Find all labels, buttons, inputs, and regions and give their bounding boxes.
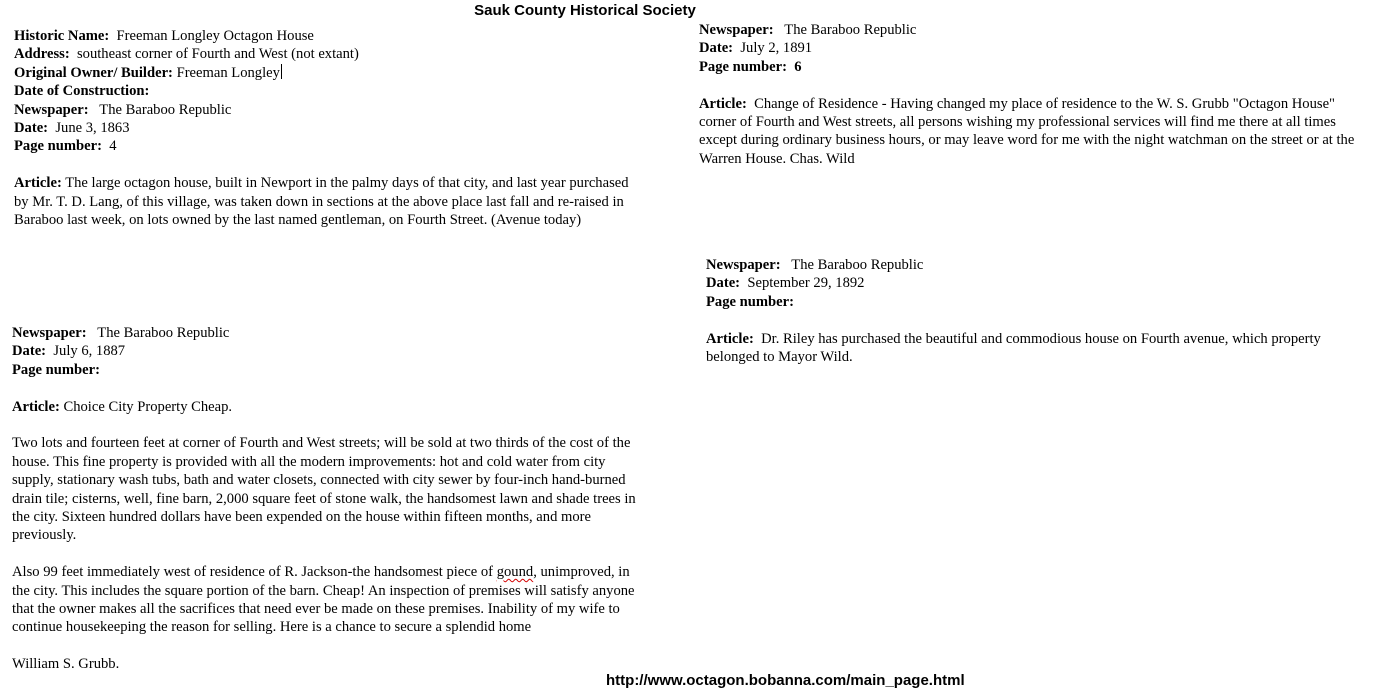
date-row (706, 274, 1378, 292)
construction-label: Date of Construction: (14, 83, 150, 100)
article-text: Choice City Property Cheap. (63, 398, 233, 415)
article-label: Article: (699, 95, 747, 112)
page-number-value: 6 (794, 58, 802, 75)
date-value: September 29, 1892 (747, 275, 865, 292)
historic-name-row (14, 27, 654, 45)
newspaper-value: The Baraboo Republic (784, 22, 917, 38)
article-text: Dr. Riley has purchased the beautiful and commodious house on Fourth avenue, which property belonged to Mayor Wild. (706, 330, 1321, 366)
signature: William S. Grubb. (12, 656, 120, 673)
address-label: Address: (14, 46, 70, 63)
newspaper-row (12, 324, 648, 342)
date-value: June 3, 1863 (55, 120, 130, 137)
newspaper-row (706, 256, 1378, 274)
article-label: Article: (12, 398, 60, 415)
text-cursor (281, 64, 282, 79)
newspaper-row (14, 101, 654, 119)
article-body-paragraph-2 (12, 563, 640, 637)
newspaper-value: The Baraboo Republic (99, 101, 232, 118)
date-row (14, 119, 654, 137)
date-label: Date: (699, 40, 734, 57)
article-label: Article: (14, 175, 62, 192)
record-1863 (14, 27, 654, 229)
page-number-label: Page number: (14, 138, 102, 155)
date-value: July 2, 1891 (740, 40, 813, 57)
article-paragraph (706, 330, 1374, 367)
article-paragraph (12, 398, 648, 416)
owner-row (14, 64, 654, 82)
page-number-label: Page number: (706, 293, 794, 310)
date-row (699, 39, 1379, 57)
page-number-label: Page number: (12, 361, 100, 378)
address-value: southeast corner of Fourth and West (not extant) (76, 46, 359, 63)
record-1891 (699, 21, 1379, 168)
record-1887 (12, 324, 648, 674)
article-body-paragraph-1: Two lots and fourteen feet at corner of Fourth and West streets; will be sold at two thirds of the cost of the house. This fine property is provided with all the modern improvements: hot and cold water from city supply, stationary wash tubs, bath and water closets, connected with city sewer by four-inch hand-burned drain tile; cisterns, well, fine barn, 2,000 square feet of stone walk, the handsomest lawn and shade trees in the city. Sixteen hundred dollars have been expended on the house within fifteen months, and more previously. (12, 435, 636, 544)
article-label: Article: (706, 330, 754, 347)
date-label: Date: (706, 275, 741, 292)
article-paragraph (14, 174, 630, 229)
page-number-row (12, 361, 648, 379)
newspaper-label: Newspaper: (706, 257, 781, 273)
date-label: Date: (12, 343, 47, 360)
newspaper-label: Newspaper: (12, 325, 87, 341)
construction-row (14, 82, 654, 100)
owner-label: Original Owner/ Builder: (14, 64, 173, 81)
page-heading: Sauk County Historical Society (474, 2, 696, 19)
newspaper-value: The Baraboo Republic (97, 325, 230, 341)
newspaper-value: The Baraboo Republic (791, 257, 924, 273)
article-text: Change of Residence - Having changed my place of residence to the W. S. Grubb "Octagon House" corner of Fourth and West streets, all persons wishing my professional services will find me there at all times except during ordinary business hours, or may leave word for me with the night watchman on the street or at the Warren House. Chas. Wild (699, 95, 1355, 167)
article-text: The large octagon house, built in Newport in the palmy days of that city, and last year purchased by Mr. T. D. Lang, of this village, was taken down in sections at the above place last fall and re-raised in Baraboo last week, on lots owned by the last named gentleman, on Fourth Street. (Avenue today) (14, 175, 629, 229)
page-number-label: Page number: (699, 58, 787, 75)
page-number-value: 4 (109, 138, 117, 155)
paragraph-2-end: , unimproved, in the city. This includes the square portion of the barn. Cheap! An inspection of premises will satisfy anyone that the owner makes all the sacrifices that need ever be made on these premises. Inability of my wife to continue housekeeping the reason for selling. Here is a chance to secure a splendid home (12, 564, 635, 636)
address-row (14, 45, 654, 63)
historic-name-label: Historic Name: (14, 28, 110, 44)
footer-url-link[interactable]: http://www.octagon.bobanna.com/main_page.html (606, 672, 965, 689)
misspelled-word[interactable]: gound (496, 564, 534, 581)
date-label: Date: (14, 120, 49, 137)
newspaper-row (699, 21, 1379, 39)
page-number-row (699, 58, 1379, 76)
article-paragraph (699, 95, 1375, 169)
record-1892 (706, 256, 1378, 366)
page-number-row (706, 293, 1378, 311)
date-row (12, 342, 648, 360)
page-number-row (14, 137, 654, 155)
owner-value[interactable]: Freeman Longley (176, 64, 280, 81)
historic-name-value: Freeman Longley Octagon House (116, 28, 314, 44)
newspaper-label: Newspaper: (14, 101, 89, 118)
date-value: July 6, 1887 (53, 343, 126, 360)
newspaper-label: Newspaper: (699, 22, 774, 38)
paragraph-2-start: Also 99 feet immediately west of residence of R. Jackson-the handsomest piece of (12, 564, 497, 581)
